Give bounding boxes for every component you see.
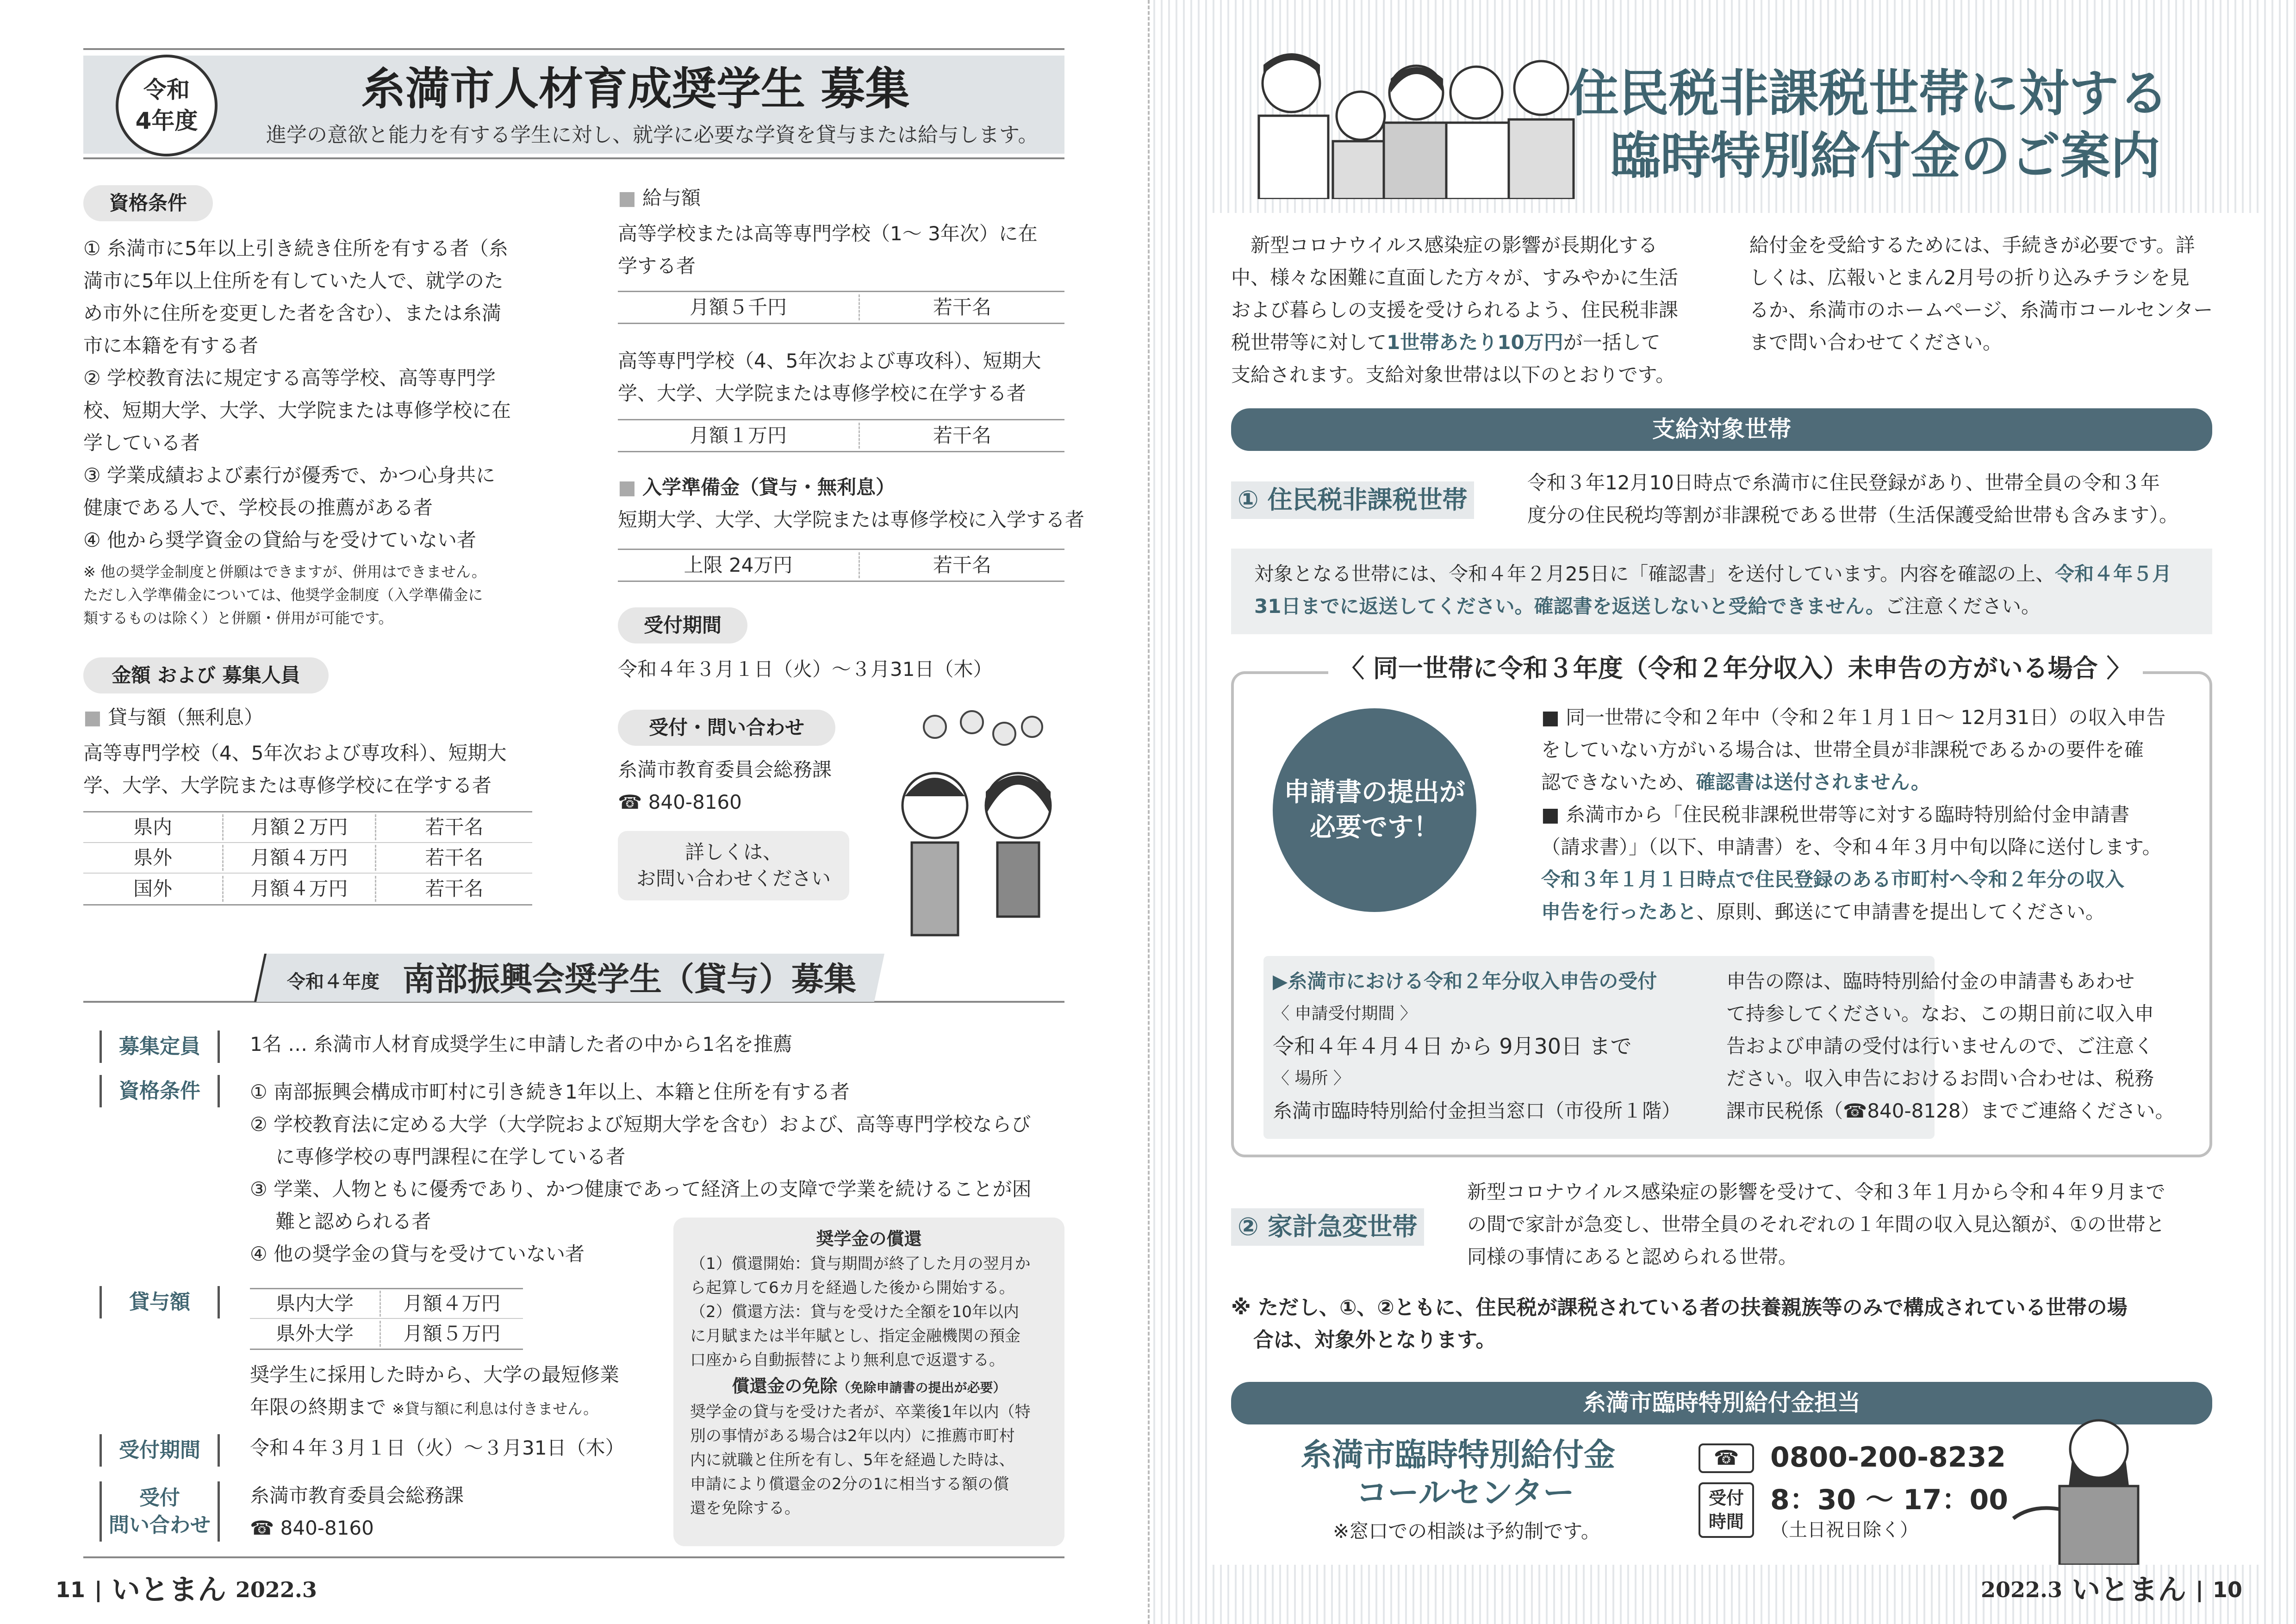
repay-box: [673, 1218, 1064, 1546]
grant-row3: [618, 549, 1064, 582]
repay-line: 口座から自動振替により無利息で返還する。: [690, 1351, 1005, 1369]
badge-top: 令和: [143, 76, 190, 103]
loan-desc-line: 高等専門学校（4、5年次および専攻科）、短期大: [83, 742, 507, 764]
cell: 県内大学: [275, 1292, 354, 1315]
main-title-2: 臨時特別給付金のご案内: [1611, 127, 2161, 185]
qual-line: 健康である人で、学校長の推薦がある者: [83, 496, 433, 519]
amount-label: 金額 および 募集人員: [83, 657, 329, 693]
confirm-text: 対象となる世帯には、令和４年２月25日に「確認書」を送付しています。内容を確認の上、: [1254, 562, 2055, 585]
grant-row1: [618, 291, 1064, 324]
cell: 月額１万円: [689, 424, 787, 447]
confirm-bold: 確認書を返送しないと受給できません。: [1534, 595, 1885, 618]
qual-line: 学している者: [83, 431, 200, 454]
nanbu-label-text: 受付期間: [119, 1438, 200, 1462]
section-band-contact: 糸満市臨時特別給付金担当: [1231, 1382, 2212, 1424]
footer-divider: |: [94, 1577, 102, 1602]
body-line: をしていない方がいる場合は、世帯全員が非課税であるかの要件を確: [1541, 738, 2144, 761]
body-line: [1541, 766, 2208, 799]
nanbu-label: [100, 1434, 220, 1467]
contact-bubble: [618, 831, 849, 900]
contact-tel-text: 840-8160: [648, 791, 742, 813]
nanbu-line: 難と認められる者: [250, 1210, 431, 1233]
call-center-note: ※窓口での相談は予約制です。: [1333, 1520, 1600, 1543]
loan-table: [83, 811, 532, 906]
qual-line: 市に本籍を有する者: [83, 334, 259, 357]
application-circle: [1273, 708, 1476, 912]
sub-note: [1726, 965, 2208, 1127]
cell: 若干名: [859, 423, 1064, 449]
body-bold-line: 令和３年１月１日時点で住民登録のある市町村へ令和２年分の収入: [1541, 868, 2125, 891]
nanbu-line: ② 学校教育法に定める大学（大学院および短期大学を含む）および、高等専門学校ならび: [250, 1113, 1031, 1136]
cell: 若干名: [375, 845, 532, 871]
repay-line: 申請により償還金の2分の1に相当する額の償: [690, 1475, 1009, 1493]
square-bullet-icon: ■: [618, 187, 643, 209]
call-center-hours: 8：30 ～ 17：00: [1770, 1484, 2009, 1516]
confirm-bold: 31日までに返送してください。: [1254, 595, 1534, 618]
nanbu-line: ④ 他の奨学金の貸与を受けていない者: [250, 1243, 585, 1265]
circle-text: 申請書の提出が: [1284, 777, 1465, 808]
cell: 国外: [133, 877, 172, 900]
qual-line: ④ 他から奨学資金の貸給与を受けていない者: [83, 529, 477, 551]
qual-line: ② 学校教育法に規定する高等学校、高等専門学: [83, 367, 496, 389]
loan-title-text: 貸与額（無利息）: [108, 706, 264, 729]
exempt-title-text: 償還金の免除: [732, 1376, 838, 1396]
grant-desc2: [618, 345, 1071, 410]
main-title-1: 住民税非課税世帯に対する: [1569, 65, 2169, 123]
nanbu-label-text: 受付: [139, 1486, 180, 1510]
right-page: [1148, 0, 2296, 1624]
nanbu-badge: 令和４年度: [287, 971, 380, 993]
nanbu-loan-desc: [250, 1359, 666, 1424]
grant-title: [618, 185, 701, 212]
qual-line: め市外に住所を変更した者を含む）、または糸満: [83, 302, 502, 325]
cell: 若干名: [375, 876, 532, 902]
nanbu-contact: [250, 1480, 464, 1544]
intro-line: [1231, 326, 1731, 359]
nanbu-tel: 840-8160: [280, 1517, 374, 1539]
intro-line: 中、様々な困難に直面した方々が、すみやかに生活: [1231, 266, 1679, 289]
nanbu-label-text: 貸与額: [129, 1290, 190, 1314]
intro-left: [1231, 229, 1731, 391]
prep-desc: 短期大学、大学、大学院または専修学校に入学する者: [618, 508, 1085, 531]
year-badge: [116, 55, 218, 156]
period-label: 受付期間: [618, 607, 747, 643]
circle-text: 必要です！: [1310, 812, 1439, 843]
caution-line: 合は、対象外となります。: [1253, 1328, 1496, 1352]
intro-line: 支給されます。支給対象世帯は以下のとおりです。: [1231, 363, 1675, 386]
qual-note-line: 類するものは除く）と併願・併用が可能です。: [83, 609, 393, 627]
call-center-name-1: 糸満市臨時特別給付金: [1300, 1437, 1616, 1474]
repay-line: に月賦または半年賦とし、指定金融機関の預金: [690, 1327, 1020, 1345]
operator-illustration: [2004, 1398, 2198, 1565]
loan-title: [83, 705, 263, 731]
note-line: て持参してください。なお、この期日前に収入申: [1726, 1002, 2154, 1025]
cell: 月額２万円: [222, 814, 375, 841]
nanbu-line: に専修学校の専門課程に在学している者: [250, 1145, 626, 1168]
tel-icon-box: [1699, 1443, 1754, 1473]
s2-line: 同様の事情にあると認められる世帯。: [1467, 1245, 1798, 1268]
intro-line: しくは、広報いとまん2月号の折り込みチラシを見: [1749, 266, 2190, 289]
repay-line: ら起算して6カ月を経過した後から開始する。: [690, 1279, 1015, 1297]
undeclared-body: [1541, 701, 2208, 928]
s2-line: の間で家計が急変し、世帯全員のそれぞれの１年間の収入見込額が、①の世帯と: [1467, 1213, 2165, 1236]
period-text: 令和４年３月１日（火）～３月31日（木）: [618, 658, 993, 681]
note-line: 告および申請の受付は行いませんので、ご注意く: [1726, 1035, 2154, 1057]
issue-date: 2022.3: [1981, 1577, 2063, 1602]
nanbu-row-text: 1名 … 糸満市人材育成奨学生に申請した者の中から1名を推薦: [250, 1033, 793, 1056]
issue-date: 2022.3: [235, 1577, 317, 1602]
body-text: 、原則、郵送にて申請書を提出してください。: [1697, 900, 2105, 923]
nanbu-label-text: 問い合わせ: [109, 1513, 211, 1537]
page-title: 糸満市人材育成奨学生 募集: [361, 63, 910, 115]
left-footer: [56, 1570, 317, 1609]
body-text: 認できないため、: [1541, 771, 1696, 793]
footer-divider: |: [2196, 1577, 2203, 1602]
phone-icon: ☎: [250, 1517, 280, 1539]
grant-desc-line: 高等専門学校（4、5年次および専攻科）、短期大: [618, 350, 1041, 372]
intro-line: るか、糸満市のホームページ、糸満市コールセンター: [1749, 299, 2213, 321]
nanbu-loan-table: [250, 1288, 523, 1350]
intro-line-text: 税世帯等に対して: [1231, 331, 1387, 354]
brand-logo: いとまん: [2072, 1573, 2187, 1606]
students-illustration: [879, 708, 1074, 940]
grant-desc1: [618, 218, 1071, 282]
cell: 県内: [133, 815, 172, 838]
intro-tail: が一括して: [1563, 331, 1661, 354]
s1-line: 令和３年12月10日時点で糸満市に住民登録があり、世帯全員の令和３年: [1527, 471, 2160, 494]
sub-info: [1273, 965, 1763, 1127]
sub-period: 令和４年４月４日 から 9月30日 まで: [1273, 1034, 1632, 1059]
spine-line: [1148, 0, 1150, 1624]
prep-title: [618, 475, 895, 501]
table-row: [83, 843, 532, 874]
table-row: [250, 1319, 523, 1349]
left-bottom-line: [83, 1556, 1064, 1558]
left-page: [0, 0, 1139, 1624]
nanbu-period: 令和４年３月１日（火）～３月31日（木）: [250, 1437, 625, 1459]
header-top-line: [83, 48, 1064, 50]
nanbu-line: [250, 1391, 666, 1424]
grant-title-text: 給与額: [642, 187, 701, 209]
intro-line: 新型コロナウイルス感染症の影響が長期化する: [1251, 234, 1658, 256]
square-bullet-icon: ■: [618, 476, 643, 499]
nanbu-label: [100, 1481, 220, 1542]
header-bottom-line: [83, 157, 1064, 159]
qual-line: 校、短期大学、大学、大学院または専修学校に在: [83, 399, 511, 422]
grant-desc-line: 学、大学、大学院または専修学校に在学する者: [618, 382, 1027, 405]
nanbu-line: 糸満市教育委員会総務課: [250, 1484, 464, 1507]
nanbu-label-text: 資格条件: [119, 1079, 200, 1103]
confirm-line: [1254, 590, 2189, 623]
intro-line: 給付金を受給するためには、手続きが必要です。詳: [1749, 234, 2195, 256]
nanbu-line: [250, 1512, 464, 1544]
nanbu-label: [100, 1075, 220, 1107]
s1-text: [1527, 467, 2221, 531]
cell: 月額５千円: [689, 295, 787, 319]
bubble-line: お問い合わせください: [636, 867, 831, 890]
phone-icon: ☎: [1713, 1446, 1739, 1470]
cell: 上限 24万円: [684, 553, 793, 576]
hours-note: （土日祝日除く）: [1770, 1519, 1918, 1541]
qual-line: 満市に5年以上住所を有していた人で、就学のた: [83, 269, 504, 292]
confirm-line: [1254, 558, 2189, 590]
note-line: ださい。収入申告におけるお問い合わせは、税務: [1726, 1067, 2154, 1090]
sub-label: 〈 申請受付期間 〉: [1273, 1004, 1417, 1023]
cell: 月額５万円: [380, 1321, 523, 1347]
confirmation-box: [1231, 549, 2212, 634]
nanbu-title: 南部振興会奨学生（貸与）募集: [403, 960, 856, 998]
table-row: [250, 1289, 523, 1319]
qual-note-line: ※ 他の奨学金制度と併願はできますが、併用はできません。: [83, 563, 486, 581]
repay-line: 還を免除する。: [690, 1499, 800, 1518]
nanbu-line: 奨学生に採用した時から、大学の最短修業: [250, 1363, 620, 1386]
table-row: [83, 812, 532, 843]
page-number: 11: [56, 1577, 86, 1602]
exempt-title: [690, 1374, 1048, 1400]
section-band-recipients: 支給対象世帯: [1231, 408, 2212, 451]
qual-line: ① 糸満市に5年以上引き続き住所を有する者（糸: [83, 237, 508, 260]
confirm-bold: 令和４年５月: [2055, 562, 2172, 585]
hours-label: 時間: [1708, 1512, 1744, 1532]
note-line: 申告の際は、臨時特別給付金の申請書もあわせ: [1726, 970, 2135, 993]
repay-line: （1）償還開始：貸与期間が終了した月の翌月か: [690, 1255, 1031, 1273]
body-line: ■ 糸満市から「住民税非課税世帯等に対する臨時特別給付金申請書: [1541, 803, 2130, 826]
cell: 月額４万円: [380, 1291, 523, 1317]
qual-note-line: ただし入学準備金については、他奨学金制度（入学準備金に: [83, 586, 483, 604]
nanbu-line-text: 年限の終期まで: [250, 1396, 386, 1418]
call-center-name-2: コールセンター: [1356, 1475, 1574, 1512]
nanbu-label-text: 募集定員: [119, 1035, 200, 1059]
body-line: ■ 同一世帯に令和２年中（令和２年１月１日～ 12月31日）の収入申告: [1541, 706, 2166, 729]
intro-line: まで問い合わせてください。: [1749, 331, 2003, 354]
sub-title: ▶糸満市における令和２年分収入申告の受付: [1273, 970, 1657, 993]
nanbu-label: [100, 1286, 220, 1318]
hours-label-box: [1699, 1482, 1754, 1538]
intro-line: および暮らしの支援を受けられるよう、住民税非課: [1231, 299, 1679, 321]
body-bold: 確認書は送付されません。: [1696, 771, 1930, 793]
qual-items: [83, 232, 546, 556]
cell: 月額４万円: [222, 845, 375, 871]
cell: 県外大学: [275, 1322, 354, 1345]
body-line: [1541, 896, 2208, 928]
page-number: 10: [2212, 1577, 2242, 1602]
cell: 若干名: [859, 552, 1064, 579]
confirm-text: ご注意ください。: [1885, 595, 2041, 618]
phone-icon: ☎: [618, 791, 648, 813]
page-subtitle: 進学の意欲と能力を有する学生に対し、就学に必要な学資を貸与または給与します。: [266, 123, 1039, 147]
s2-text: [1467, 1176, 2221, 1273]
s1-line: 度分の住民税均等割が非課税である世帯（生活保護受給世帯も含みます）。: [1527, 504, 2179, 526]
cell: 若干名: [375, 814, 532, 841]
brand-logo: いとまん: [111, 1573, 226, 1606]
qual-note: [83, 560, 546, 630]
caution-line: ※ ただし、①、②ともに、住民税が課税されている者の扶養親族等のみで構成されている世帯の場: [1231, 1296, 2128, 1319]
body-bold: 申告を行ったあと: [1541, 900, 1697, 923]
cell: 若干名: [859, 294, 1064, 321]
intro-right: [1749, 229, 2249, 359]
contact-label: 受付・問い合わせ: [618, 710, 835, 746]
repay-line: 奨学金の貸与を受けた者が、卒業後1年以内（特: [690, 1403, 1031, 1421]
repay-line: （2）償還方法：貸与を受けた全額を10年以内: [690, 1303, 1019, 1321]
repay-line: 内に就職と住所を有し、5年を経過した時は、: [690, 1451, 1015, 1469]
contact-office: 糸満市教育委員会総務課: [618, 758, 832, 781]
bubble-line: 詳しくは、: [684, 841, 782, 864]
qual-line: ③ 学業成績および素行が優秀で、かつ心身共に: [83, 464, 496, 487]
s2-label: ② 家計急変世帯: [1231, 1208, 1424, 1246]
nanbu-line: ③ 学業、人物ともに優秀であり、かつ健康であって経済上の支障で学業を続けることが困: [250, 1178, 1032, 1200]
cell: 月額４万円: [222, 876, 375, 902]
s1-label: ① 住民税非課税世帯: [1231, 481, 1474, 519]
prep-title-text: 入学準備金（貸与・無利息）: [642, 476, 896, 499]
grant-row2: [618, 419, 1064, 452]
undeclared-title: 〈 同一世帯に令和３年度（令和２年分収入）未申告の方がいる場合 〉: [1328, 652, 2143, 686]
nanbu-small-note: ※貸与額に利息は付きません。: [392, 1400, 598, 1418]
hours-label: 受付: [1708, 1487, 1744, 1508]
s2-line: 新型コロナウイルス感染症の影響を受けて、令和３年１月から令和４年９月まで: [1467, 1181, 2165, 1203]
cell: 県外: [133, 846, 172, 869]
table-row: [83, 874, 532, 904]
intro-bold: 1世帯あたり10万円: [1387, 331, 1563, 354]
grant-desc-line: 学する者: [618, 255, 696, 277]
loan-desc-line: 学、大学、大学院または専修学校に在学する者: [83, 774, 492, 797]
square-bullet-icon: ■: [83, 706, 108, 729]
caution-note: [1231, 1292, 2226, 1356]
loan-desc: [83, 737, 546, 802]
badge-bottom: 4年度: [135, 107, 198, 134]
call-center-tel: 0800-200-8232: [1770, 1441, 2006, 1474]
exempt-note: （免除申請書の提出が必要）: [837, 1380, 1006, 1395]
family-illustration: [1231, 42, 1592, 199]
qual-label: 資格条件: [83, 185, 213, 221]
note-line: 課市民税係（☎840-8128）までご連絡ください。: [1726, 1099, 2175, 1122]
nanbu-label: [100, 1031, 220, 1063]
sub-place: 糸満市臨時特別給付金担当窓口（市役所１階）: [1273, 1099, 1681, 1122]
right-footer: [1981, 1570, 2242, 1609]
grant-desc-line: 高等学校または高等専門学校（1～ 3年次）に在: [618, 222, 1038, 245]
body-line: （請求書）」（以下、申請書）を、令和４年３月中旬以降に送付します。: [1541, 836, 2162, 858]
repay-line: 別の事情がある場合は2年以内）に推薦市町村: [690, 1427, 1015, 1445]
nanbu-line: ① 南部振興会構成市町村に引き続き1年以上、本籍と住所を有する者: [250, 1081, 850, 1103]
repay-title: 奨学金の償還: [816, 1229, 922, 1249]
contact-tel: [618, 789, 742, 816]
sub-label: 〈 場所 〉: [1273, 1069, 1350, 1088]
